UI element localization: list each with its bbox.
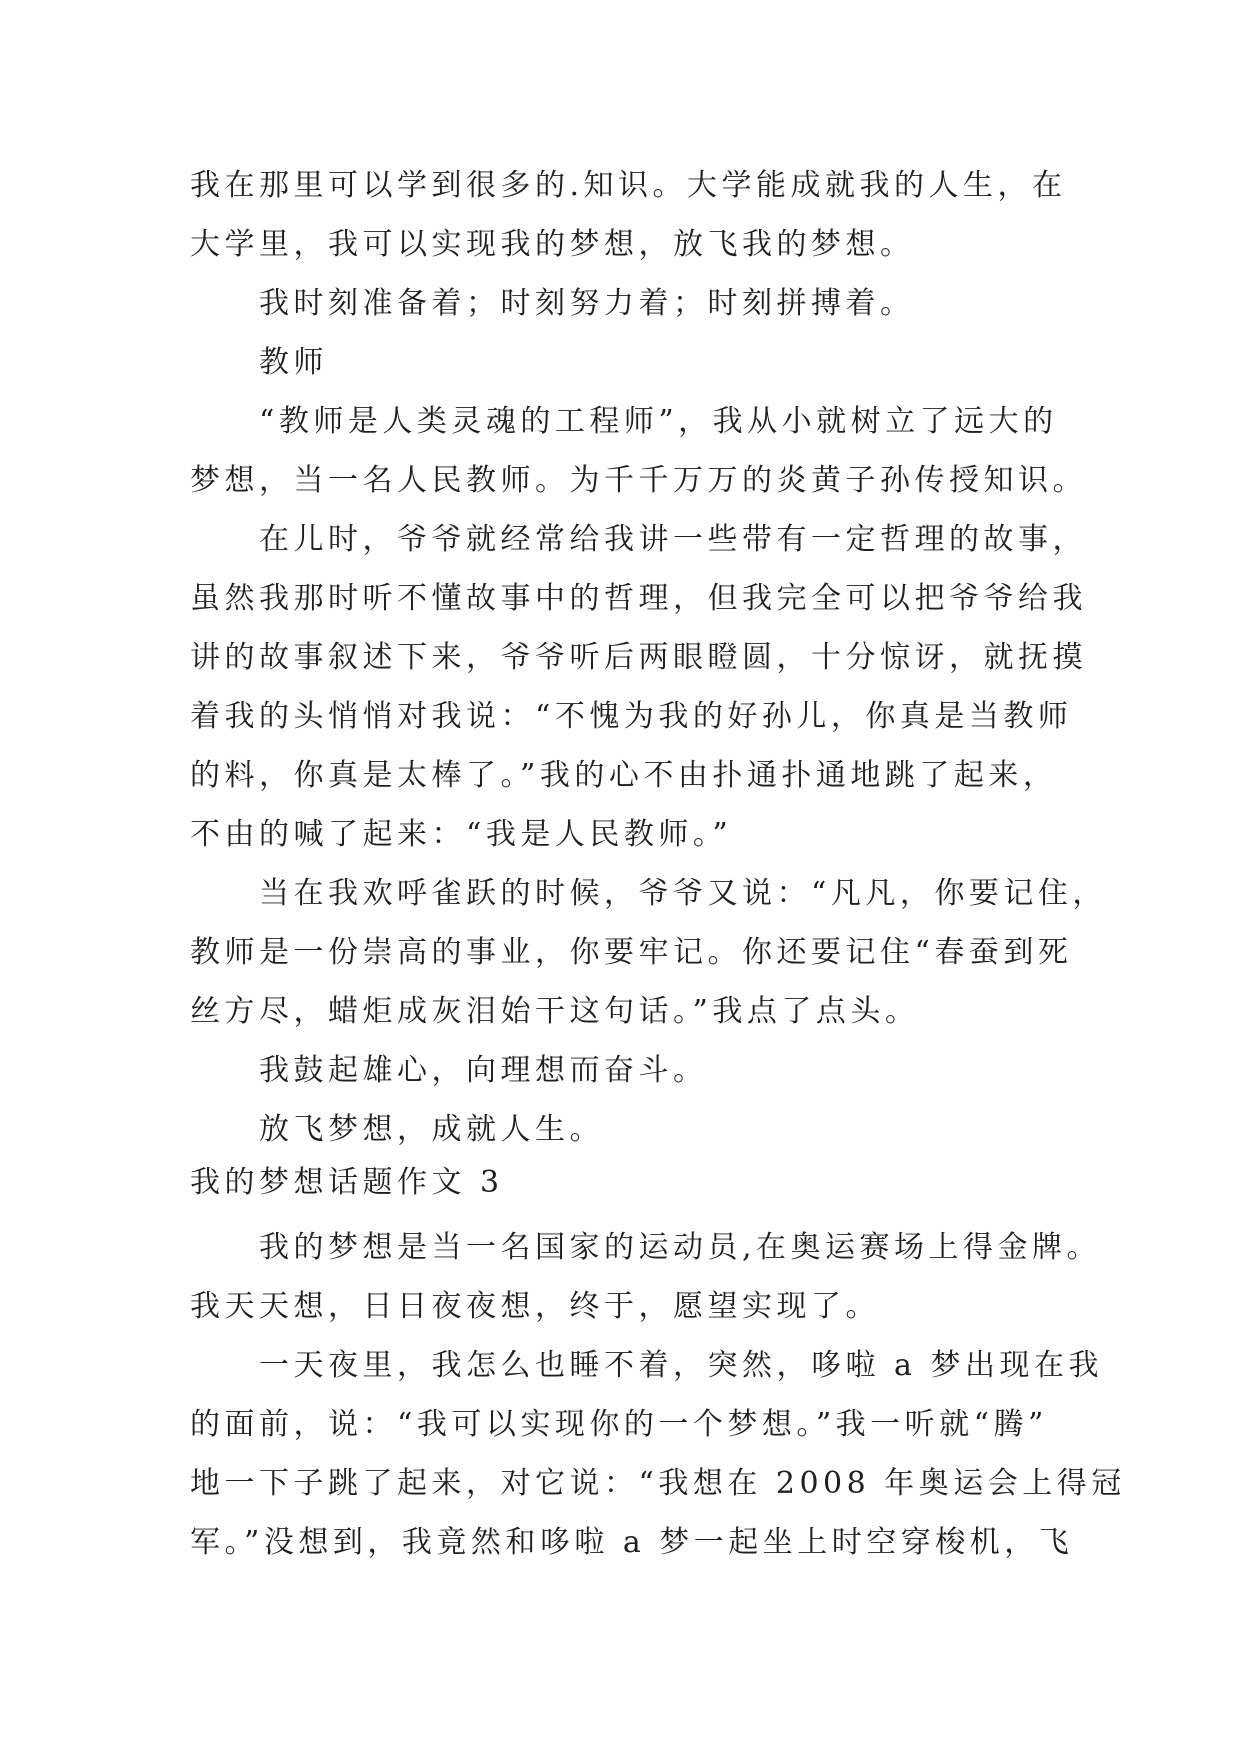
text-line: 军。”没想到，我竟然和哆啦 a 梦一起坐上时空穿梭机，飞 <box>190 1525 1074 1560</box>
text-line: 梦想，当一名人民教师。为千千万万的炎黄子孙传授知识。 <box>190 463 1087 498</box>
paragraph <box>190 333 1150 392</box>
paragraph <box>190 510 1150 864</box>
paragraph <box>190 1336 1150 1572</box>
text-line: “教师是人类灵魂的工程师”，我从小就树立了远大的 <box>259 404 1058 439</box>
text-line: 当在我欢呼雀跃的时候，爷爷又说：“凡凡，你要记住， <box>259 876 1107 911</box>
text-line: 的料，你真是太棒了。”我的心不由扑通扑通地跳了起来， <box>190 758 1058 793</box>
text-line: 虽然我那时听不懂故事中的哲理，但我完全可以把爷爷给我 <box>190 581 1087 616</box>
text-line: 丝方尽，蜡炬成灰泪始干这句话。”我点了点头。 <box>190 994 920 1029</box>
text-line: 大学里，我可以实现我的梦想，放飞我的梦想。 <box>190 227 915 262</box>
paragraph <box>190 1041 1150 1100</box>
paragraph <box>190 1100 1150 1159</box>
text-line: 一天夜里，我怎么也睡不着，突然，哆啦 a 梦出现在我 <box>259 1348 1103 1383</box>
text-line: 我时刻准备着；时刻努力着；时刻拼搏着。 <box>259 286 915 321</box>
section <box>190 156 1150 1159</box>
paragraph <box>190 1218 1150 1336</box>
text-line: 地一下子跳了起来，对它说：“我想在 2008 年奥运会上得冠 <box>190 1466 1126 1501</box>
paragraph <box>190 156 1150 274</box>
text-line: 放飞梦想，成就人生。 <box>259 1112 604 1147</box>
text-line: 我在那里可以学到很多的.知识。大学能成就我的人生，在 <box>190 168 1067 203</box>
text-line: 的面前，说：“我可以实现你的一个梦想。”我一听就“腾” <box>190 1407 1048 1442</box>
paragraph <box>190 274 1150 333</box>
subheading: 教师 <box>259 345 328 380</box>
text-line: 我鼓起雄心，向理想而奋斗。 <box>259 1053 708 1088</box>
text-line: 讲的故事叙述下来，爷爷听后两眼瞪圆，十分惊讶，就抚摸 <box>190 640 1087 675</box>
text-line: 着我的头悄悄对我说：“不愧为我的好孙儿，你真是当教师 <box>190 699 1073 734</box>
document-body <box>190 156 1150 1572</box>
text-line: 不由的喊了起来：“我是人民教师。” <box>190 817 733 852</box>
text-line: 在儿时，爷爷就经常给我讲一些带有一定哲理的故事， <box>259 522 1087 557</box>
text-line: 教师是一份崇高的事业，你要牢记。你还要记住“春蚕到死 <box>190 935 1073 970</box>
text-line: 我的梦想是当一名国家的运动员,在奥运赛场上得金牌。 <box>259 1230 1102 1265</box>
paragraph <box>190 392 1150 510</box>
paragraph <box>190 864 1150 1041</box>
section-title: 我的梦想话题作文 3 <box>190 1165 504 1200</box>
section <box>190 1159 1150 1572</box>
text-line: 我天天想，日日夜夜想，终于，愿望实现了。 <box>190 1289 880 1324</box>
